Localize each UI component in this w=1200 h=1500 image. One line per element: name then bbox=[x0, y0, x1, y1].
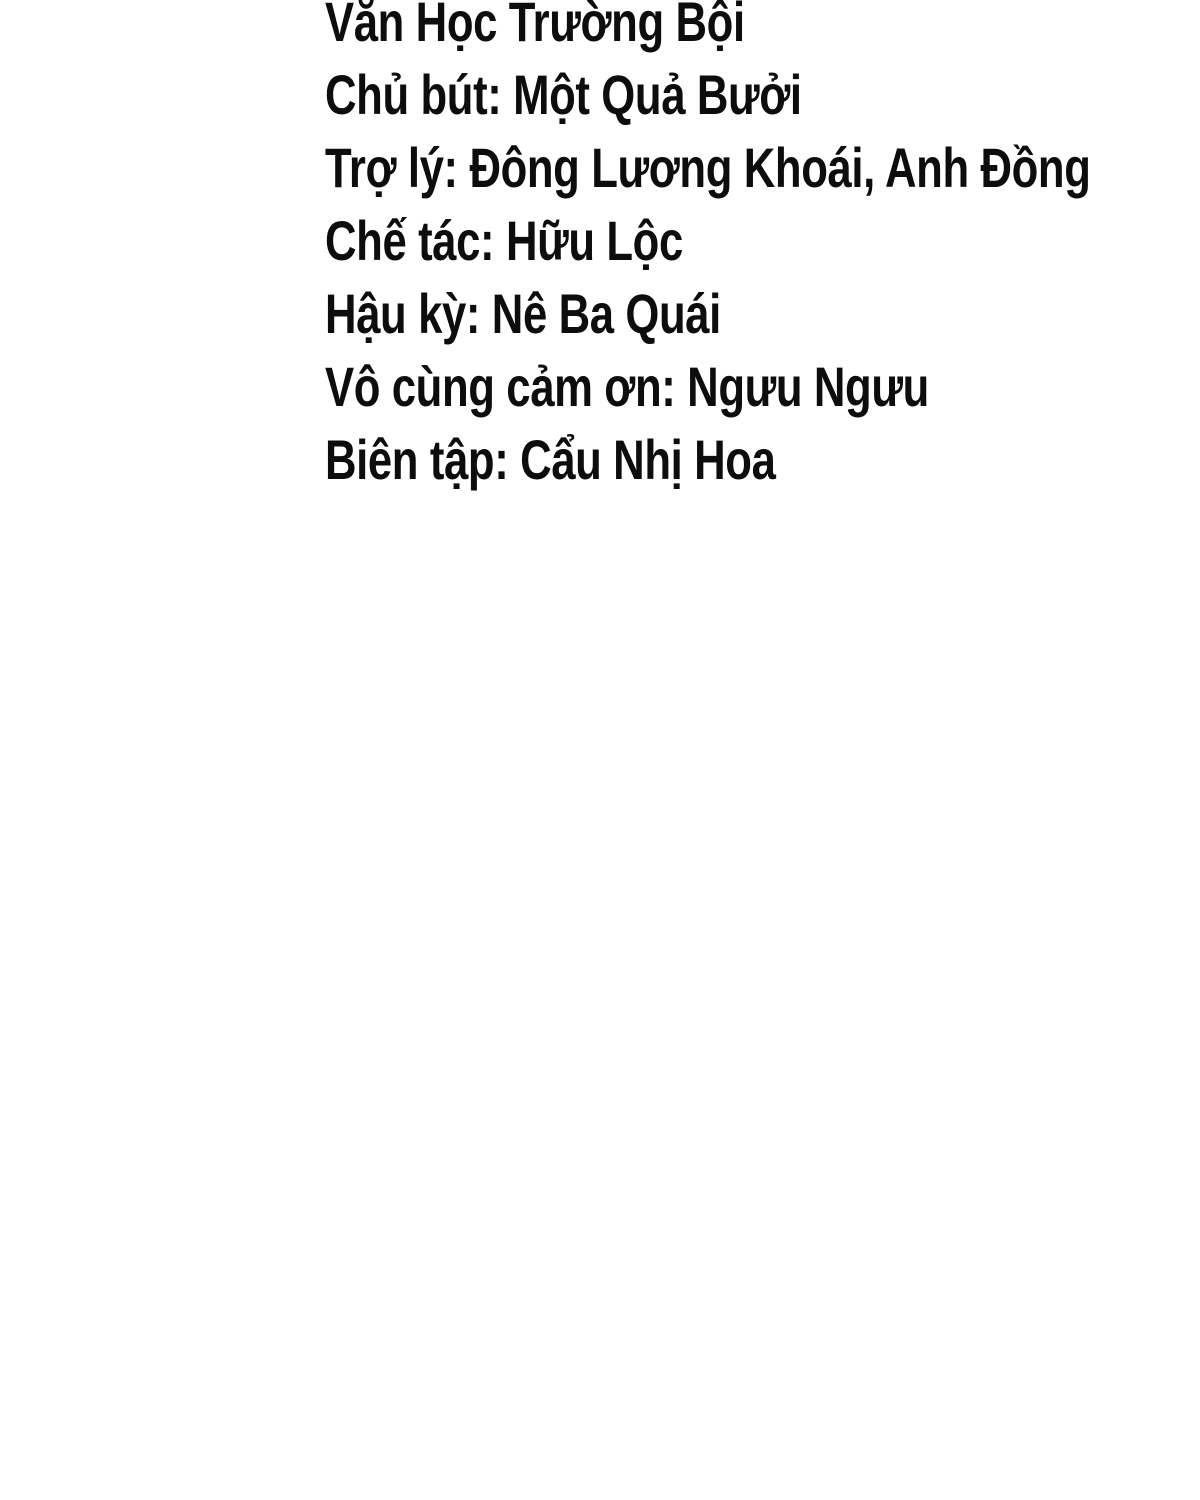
credits-block bbox=[325, 0, 1091, 496]
credit-line-editing: Biên tập: Cẩu Nhị Hoa bbox=[325, 428, 776, 491]
credit-line-assistants: Trợ lý: Đông Lương Khoái, Anh Đồng bbox=[325, 136, 1091, 199]
credit-line-production: Chế tác: Hữu Lộc bbox=[325, 209, 683, 272]
credit-line-group: Văn Học Trường Bội bbox=[325, 0, 745, 53]
credit-line-postprocessing: Hậu kỳ: Nê Ba Quái bbox=[325, 282, 721, 345]
credit-line-special-thanks: Vô cùng cảm ơn: Ngưu Ngưu bbox=[325, 355, 929, 418]
credit-line-editor-in-chief: Chủ bút: Một Quả Bưởi bbox=[325, 63, 802, 126]
